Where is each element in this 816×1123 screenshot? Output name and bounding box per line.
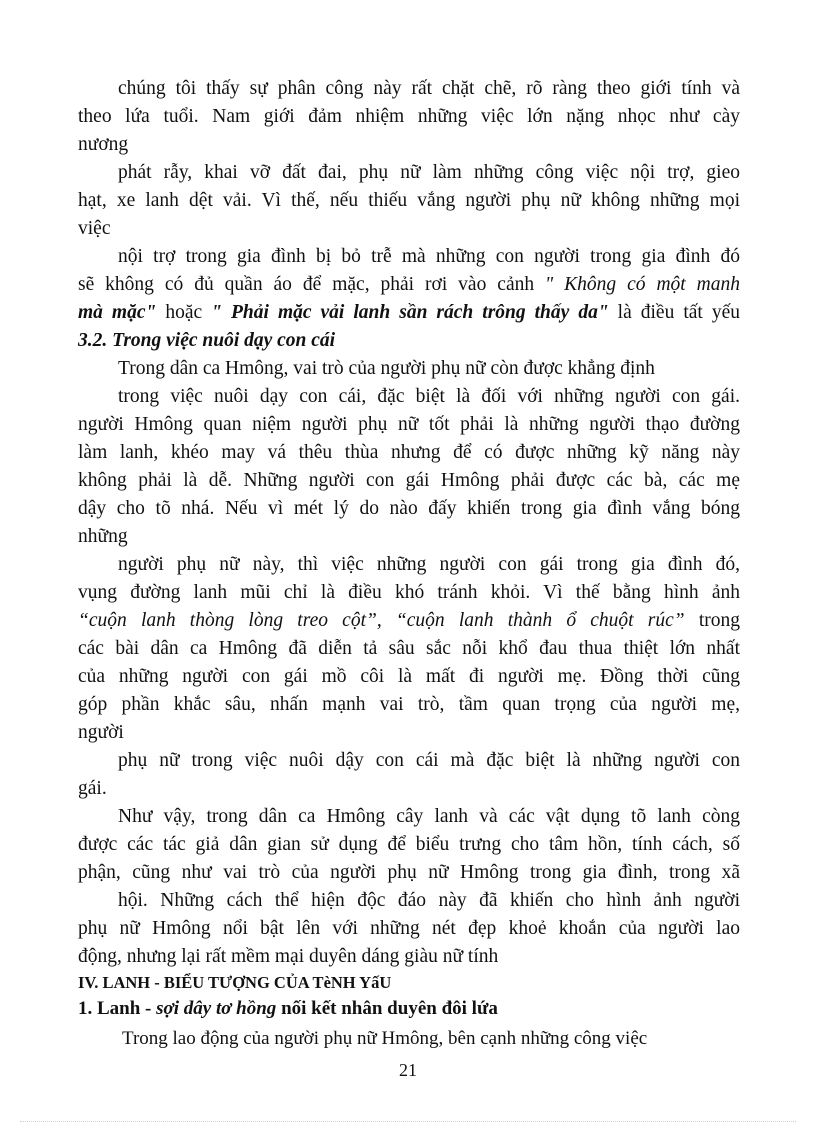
text-line: người Hmông quan niệm người phụ nữ tốt phải là những người thạo đường — [78, 414, 740, 435]
text-line: phụ nữ Hmông nổi bật lên với những nét đẹp khoẻ khoắn của người lao — [78, 918, 740, 939]
quote-span: " Phải mặc vải lanh sần rách trông thấy da" — [211, 302, 609, 323]
text-span: nối kết nhân duyên đôi lứa — [276, 998, 498, 1019]
text-span: hoặc — [156, 302, 212, 323]
text-line — [78, 271, 740, 299]
text-line: chúng tôi thấy sự phân công này rất chặt chẽ, rõ ràng theo giới tính và — [118, 78, 740, 99]
chapter-heading: IV. LANH - BIỂU TƯỢNG CỦA TèNH YấU — [78, 973, 392, 992]
text-line: của những người con gái mồ côi là mất đi người mẹ. Đồng thời cũng — [78, 666, 740, 687]
text-line: theo lứa tuổi. Nam giới đảm nhiệm những việc lớn nặng nhọc như cày — [78, 106, 740, 127]
text-line: không phải là dễ. Những người con gái Hmông phải được các bà, các mẹ — [78, 470, 740, 491]
text-line: động, nhưng lại rất mềm mại duyên dáng giàu nữ tính — [78, 946, 499, 967]
text-line: Như vậy, trong dân ca Hmông cây lanh và các vật dụng tõ lanh còng — [118, 806, 740, 827]
text-line: nương — [78, 134, 129, 155]
text-line: dậy cho tõ nhá. Nếu vì mét lý do nào đấy khiến trong gia đình vắng bóng — [78, 498, 740, 519]
text-line — [78, 607, 740, 635]
quote-span: mà mặc" — [78, 302, 157, 323]
text-line: hội. Những cách thể hiện độc đáo này đã khiến cho hình ảnh người — [118, 890, 740, 911]
text-line: làm lanh, khéo may vá thêu thùa nhưng để có được những kỹ năng này — [78, 442, 740, 463]
quote-span: " Không có một manh — [545, 274, 740, 295]
text-line: những — [78, 526, 128, 547]
text-line: việc — [78, 218, 111, 239]
page-number: 21 — [399, 1060, 417, 1080]
text-line: gái. — [78, 778, 107, 799]
text-line: hạt, xe lanh dệt vải. Vì thế, nếu thiếu vắng người phụ nữ không những mọi — [78, 190, 740, 211]
text-line: người — [78, 722, 124, 743]
section-heading: 3.2. Trong việc nuôi dạy con cái — [78, 330, 336, 351]
text-span: sẽ không có đủ quần áo để mặc, phải rơi vào cảnh — [78, 274, 546, 295]
text-line: phụ nữ trong việc nuôi dậy con cái mà đặc biệt là những người con — [118, 750, 740, 771]
page-bottom-rule — [20, 1121, 796, 1122]
text-line: nội trợ trong gia đình bị bỏ trễ mà những con người trong gia đình đó — [118, 246, 740, 267]
text-line: được các tác giả dân gian sử dụng để biểu trưng cho tâm hồn, tính cách, số — [78, 834, 740, 855]
text-line: Trong lao động của người phụ nữ Hmông, bên cạnh những công việc — [122, 1028, 648, 1049]
emphasis-span: sợi dây tơ hồng — [156, 998, 277, 1019]
quote-span: “cuộn lanh thòng lòng treo cột”, “cuộn lanh thành ổ chuột rúc” — [78, 610, 685, 631]
text-span: trong — [684, 610, 740, 631]
text-line: góp phần khắc sâu, nhấn mạnh vai trò, tầm quan trọng của người mẹ, — [78, 694, 740, 715]
text-line: phát rẫy, khai vỡ đất đai, phụ nữ làm những công việc nội trợ, gieo — [118, 162, 740, 183]
text-span: là điều tất yếu — [608, 302, 740, 323]
text-line — [78, 299, 740, 327]
subsection-heading — [78, 995, 740, 1023]
text-line: phận, cũng như vai trò của người phụ nữ Hmông trong gia đình, trong xã — [78, 862, 740, 883]
text-line: người phụ nữ này, thì việc những người con gái trong gia đình đó, — [118, 554, 740, 575]
text-line: trong việc nuôi dạy con cái, đặc biệt là đối với những người con gái. — [118, 386, 740, 407]
text-line: Trong dân ca Hmông, vai trò của người phụ nữ còn được khẳng định — [118, 358, 655, 379]
text-line: vụng đường lanh mũi chỉ là điều khó tránh khỏi. Vì thế bằng hình ảnh — [78, 582, 740, 603]
text-span: 1. Lanh - — [78, 998, 157, 1019]
text-line: các bài dân ca Hmông đã diễn tả sâu sắc nỗi khổ đau thua thiệt lớn nhất — [78, 638, 740, 659]
